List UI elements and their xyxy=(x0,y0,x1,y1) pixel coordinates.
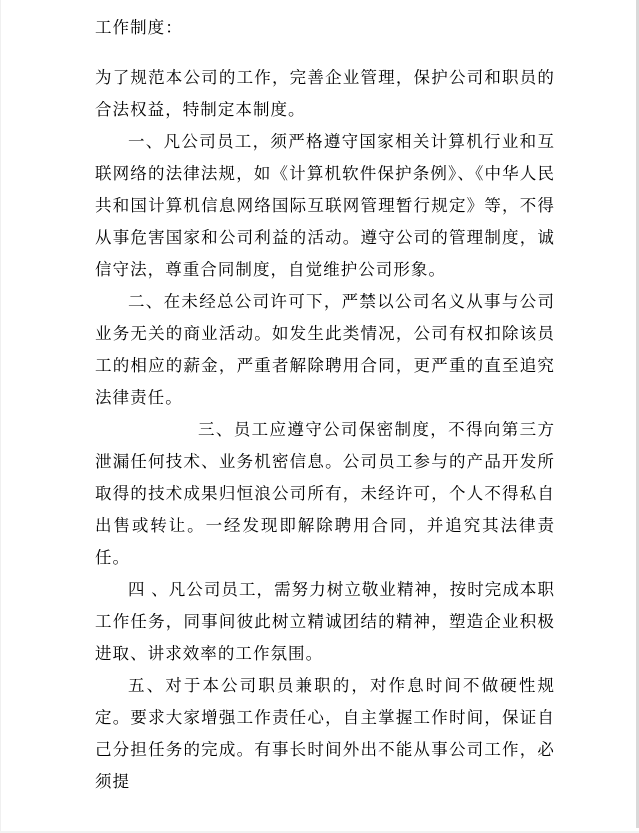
document-body xyxy=(95,12,555,798)
page-edge-left xyxy=(0,0,1,833)
paragraph-list xyxy=(95,62,555,798)
paragraph: 一、凡公司员工，须严格遵守国家相关计算机行业和互联网络的法律法规，如《计算机软件保护条例》、《中华人民共和国计算机信息网络国际互联网管理暂行规定》等，不得从事危害国家和公司利益的活动。遵守公司的管理制度，诚信守法，尊重合同制度，自觉维护公司形象。 xyxy=(95,133,555,279)
document-title: 工作制度： xyxy=(95,19,183,37)
paragraph: 四 、凡公司员工，需努力树立敬业精神，按时完成本职工作任务，同事间彼此树立精诚团结的精神，塑造企业积极进取、讲求效率的工作氛围。 xyxy=(95,581,555,663)
paragraph: 五、对于本公司职员兼职的，对作息时间不做硬性规定。要求大家增强工作责任心，自主掌握工作时间，保证自己分担任务的完成。有事长时间外出不能从事公司工作，必须提 xyxy=(95,677,555,791)
paragraph: 二、在未经总公司许可下，严禁以公司名义从事与公司业务无关的商业活动。如发生此类情况，公司有权扣除该员工的相应的薪金，严重者解除聘用合同，更严重的直至追究法律责任。 xyxy=(95,293,555,407)
paragraph: 三、员工应遵守公司保密制度，不得向第三方泄漏任何技术、业务机密信息。公司员工参与的产品开发所取得的技术成果归恒浪公司所有，未经许可，个人不得私自出售或转让。一经发现即解除聘用合同，并追究其法律责任。 xyxy=(95,421,555,567)
paragraph: 为了规范本公司的工作，完善企业管理，保护公司和职员的合法权益，特制定本制度。 xyxy=(95,69,555,119)
